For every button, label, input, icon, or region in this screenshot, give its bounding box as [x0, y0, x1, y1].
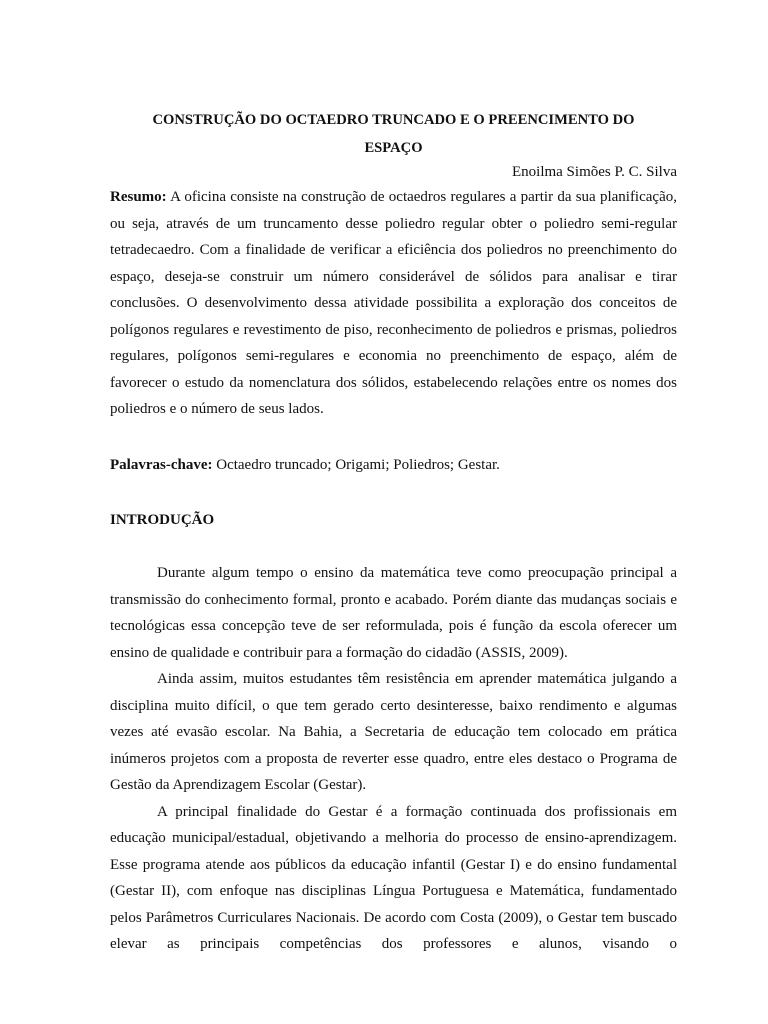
- paragraph: Ainda assim, muitos estudantes têm resistência em aprender matemática julgando a disciplina muito difícil, o que tem gerado certo desinteresse, baixo rendimento e algumas vezes até evasão escolar. Na Bahia, a Secretaria de educação tem colocado em prática inúmeros projetos com a proposta de reverter esse quadro, entre eles destaco o Programa de Gestão da Aprendizagem Escolar (Gestar).: [110, 671, 677, 793]
- paragraph: Durante algum tempo o ensino da matemática teve como preocupação principal a transmissão do conhecimento formal, pronto e acabado. Porém diante das mudanças sociais e tecnológicas essa concepção teve de ser reformulada, pois é função da escola oferecer um ensino de qualidade e contribuir para a formação do cidadão (ASSIS, 2009).: [110, 565, 677, 661]
- title-line-2: ESPAÇO: [364, 140, 423, 156]
- keywords-label: Palavras-chave:: [110, 457, 213, 473]
- introduction-body: [110, 560, 677, 958]
- abstract-text: A oficina consiste na construção de octaedros regulares a partir da sua planificação, ou seja, através de um truncamento desse poliedro regular obter o poliedro semi-regular tetradecaedro. Com a finalidade de verificar a eficiência dos poliedros no preenchimento do espaço, deseja-se construir um número considerável de sólidos para analisar e tirar conclusões. O desenvolvimento dessa atividade possibilita a exploração dos conceitos de polígonos regulares e revestimento de piso, reconhecimento de poliedros e prismas, poliedros regulares, polígonos semi-regulares e economia no preenchimento de espaço, além de favorecer o estudo da nomenclatura dos sólidos, estabelecendo relações entre os nomes dos poliedros e o número de seus lados.: [110, 189, 677, 417]
- paragraph: A principal finalidade do Gestar é a formação continuada dos profissionais em educação municipal/estadual, objetivando a melhoria do processo de ensino-aprendizagem. Esse programa atende aos públicos da educação infantil (Gestar I) e do ensino fundamental (Gestar II), com enfoque nas disciplinas Língua Portuguesa e Matemática, fundamentado pelos Parâmetros Curriculares Nacionais. De acordo com Costa (2009), o Gestar tem buscado elevar as principais competências dos professores e alunos, visando o: [110, 803, 677, 952]
- document-page: [110, 0, 677, 1024]
- keywords: [110, 453, 677, 477]
- abstract-label: Resumo:: [110, 189, 167, 205]
- author-name: Enoilma Simões P. C. Silva: [511, 164, 677, 180]
- abstract: [110, 184, 677, 423]
- document-title: [110, 106, 677, 162]
- section-heading-introducao: INTRODUÇÃO: [110, 512, 215, 528]
- title-line-1: CONSTRUÇÃO DO OCTAEDRO TRUNCADO E O PREENCIMENTO DO: [152, 112, 635, 128]
- keywords-text: Octaedro truncado; Origami; Poliedros; Gestar.: [216, 457, 500, 473]
